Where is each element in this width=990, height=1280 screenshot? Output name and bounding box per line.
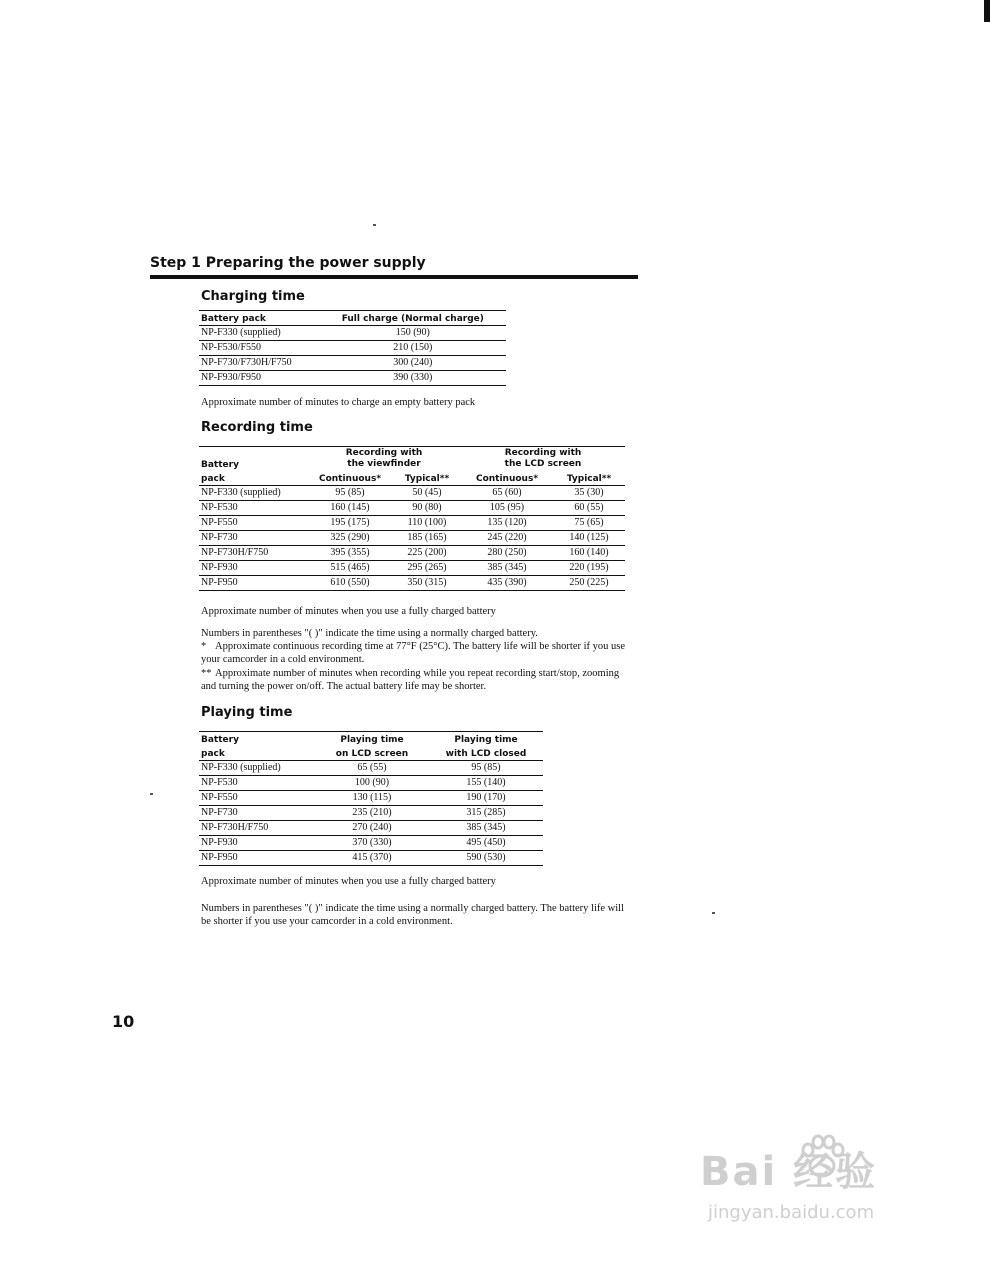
table-cell: 385 (345) bbox=[429, 821, 543, 836]
recording-title: Recording time bbox=[201, 420, 313, 435]
table-cell: NP-F730 bbox=[199, 531, 307, 546]
recording-table bbox=[199, 446, 625, 591]
footnote-mark: * bbox=[201, 641, 207, 652]
table-cell: 220 (195) bbox=[553, 561, 625, 576]
table-cell: 295 (265) bbox=[393, 561, 461, 576]
table-cell: NP-F530 bbox=[199, 776, 315, 791]
scan-speck bbox=[150, 793, 153, 795]
table-cell: 210 (150) bbox=[320, 341, 506, 356]
table-cell: 105 (95) bbox=[461, 501, 553, 516]
table-cell: 135 (120) bbox=[461, 516, 553, 531]
viewfinder-group-header: Recording with the viewfinder bbox=[307, 447, 461, 472]
col-lcd-closed-line2: with LCD closed bbox=[429, 746, 543, 761]
table-cell: 395 (355) bbox=[307, 546, 393, 561]
table-cell: 235 (210) bbox=[315, 806, 429, 821]
table-cell: 280 (250) bbox=[461, 546, 553, 561]
table-row bbox=[199, 531, 625, 546]
table-cell: 495 (450) bbox=[429, 836, 543, 851]
table-cell: 190 (170) bbox=[429, 791, 543, 806]
table-cell: 75 (65) bbox=[553, 516, 625, 531]
footnote-text: Approximate continuous recording time at 77°F (25°C). The battery life will be shorter if you use your camcorder in a cold environment. bbox=[201, 641, 626, 665]
charging-table bbox=[199, 310, 506, 386]
table-cell: NP-F330 (supplied) bbox=[199, 761, 315, 776]
table-cell: 160 (140) bbox=[553, 546, 625, 561]
table-cell: NP-F550 bbox=[199, 516, 307, 531]
footnote-text: Approximate number of minutes when recording while you repeat recording start/stop, zooming and turning the power on/off. The actual battery life may be shorter. bbox=[201, 668, 620, 692]
table-cell: NP-F930 bbox=[199, 836, 315, 851]
heading-rule bbox=[150, 275, 638, 279]
table-cell: 370 (330) bbox=[315, 836, 429, 851]
table-cell: 100 (90) bbox=[315, 776, 429, 791]
charging-note: Approximate number of minutes to charge an empty battery pack bbox=[201, 397, 476, 408]
table-cell: 95 (85) bbox=[429, 761, 543, 776]
table-cell: NP-F930 bbox=[199, 561, 307, 576]
table-row bbox=[199, 836, 543, 851]
table-row bbox=[199, 486, 625, 501]
table-row bbox=[199, 326, 506, 341]
table-cell: NP-F730/F730H/F750 bbox=[199, 356, 320, 371]
table-cell: 65 (55) bbox=[315, 761, 429, 776]
baidu-watermark bbox=[700, 1140, 940, 1250]
table-cell: NP-F550 bbox=[199, 791, 315, 806]
recording-footnote-1 bbox=[201, 640, 631, 666]
scan-speck bbox=[712, 912, 715, 914]
table-cell: 140 (125) bbox=[553, 531, 625, 546]
page-edge-mark bbox=[984, 0, 990, 22]
footnote-mark: ** bbox=[201, 668, 212, 679]
table-row bbox=[199, 341, 506, 356]
table-cell: 110 (100) bbox=[393, 516, 461, 531]
table-cell: 35 (30) bbox=[553, 486, 625, 501]
table-cell: 515 (465) bbox=[307, 561, 393, 576]
battery-label: Battery bbox=[199, 447, 307, 472]
table-cell: 270 (240) bbox=[315, 821, 429, 836]
lcd-group-header: Recording with the LCD screen bbox=[461, 447, 625, 472]
col-lcd-screen-line2: on LCD screen bbox=[315, 746, 429, 761]
table-cell: 590 (530) bbox=[429, 851, 543, 866]
table-cell: 155 (140) bbox=[429, 776, 543, 791]
table-cell: 185 (165) bbox=[393, 531, 461, 546]
battery-label: Battery bbox=[199, 732, 315, 747]
table-row bbox=[199, 516, 625, 531]
table-cell: 160 (145) bbox=[307, 501, 393, 516]
table-cell: NP-F930/F950 bbox=[199, 371, 320, 386]
pack-label: pack bbox=[199, 471, 307, 486]
charging-title: Charging time bbox=[201, 289, 305, 304]
table-cell: 50 (45) bbox=[393, 486, 461, 501]
watermark-brand: Bai 经验 bbox=[700, 1149, 878, 1195]
table-row bbox=[199, 561, 625, 576]
table-row bbox=[199, 371, 506, 386]
col-lcd-closed-line1: Playing time bbox=[429, 732, 543, 747]
table-cell: NP-F730 bbox=[199, 806, 315, 821]
table-cell: NP-F950 bbox=[199, 576, 307, 591]
table-row bbox=[199, 501, 625, 516]
table-cell: NP-F530/F550 bbox=[199, 341, 320, 356]
table-row bbox=[199, 761, 543, 776]
table-cell: 95 (85) bbox=[307, 486, 393, 501]
watermark-url: jingyan.baidu.com bbox=[708, 1202, 875, 1223]
playing-table bbox=[199, 731, 543, 866]
table-row bbox=[199, 791, 543, 806]
table-cell: NP-F950 bbox=[199, 851, 315, 866]
table-cell: 610 (550) bbox=[307, 576, 393, 591]
section-heading: Step 1 Preparing the power supply bbox=[150, 255, 426, 271]
col-typical-vf: Typical** bbox=[393, 471, 461, 486]
col-continuous-vf: Continuous* bbox=[307, 471, 393, 486]
table-cell: NP-F530 bbox=[199, 501, 307, 516]
col-continuous-lcd: Continuous* bbox=[461, 471, 553, 486]
table-cell: 435 (390) bbox=[461, 576, 553, 591]
table-row bbox=[199, 776, 543, 791]
table-row bbox=[199, 821, 543, 836]
col-typical-lcd: Typical** bbox=[553, 471, 625, 486]
table-cell: NP-F730H/F750 bbox=[199, 821, 315, 836]
table-cell: 60 (55) bbox=[553, 501, 625, 516]
table-cell: 195 (175) bbox=[307, 516, 393, 531]
table-cell: NP-F730H/F750 bbox=[199, 546, 307, 561]
recording-paren-note: Numbers in parentheses "( )" indicate the time using a normally charged battery. bbox=[201, 628, 538, 639]
table-cell: 250 (225) bbox=[553, 576, 625, 591]
table-cell: 350 (315) bbox=[393, 576, 461, 591]
table-cell: 130 (115) bbox=[315, 791, 429, 806]
table-row bbox=[199, 356, 506, 371]
charging-col-full: Full charge (Normal charge) bbox=[320, 311, 506, 326]
table-cell: 300 (240) bbox=[320, 356, 506, 371]
recording-footnote-2 bbox=[201, 667, 631, 693]
table-cell: 390 (330) bbox=[320, 371, 506, 386]
table-row bbox=[199, 576, 625, 591]
table-row bbox=[199, 851, 543, 866]
page-number: 10 bbox=[112, 1012, 135, 1031]
table-cell: 385 (345) bbox=[461, 561, 553, 576]
table-cell: NP-F330 (supplied) bbox=[199, 486, 307, 501]
table-row bbox=[199, 806, 543, 821]
charging-col-battery: Battery pack bbox=[199, 311, 320, 326]
table-cell: 90 (80) bbox=[393, 501, 461, 516]
table-cell: NP-F330 (supplied) bbox=[199, 326, 320, 341]
table-row bbox=[199, 546, 625, 561]
table-cell: 150 (90) bbox=[320, 326, 506, 341]
col-lcd-screen-line1: Playing time bbox=[315, 732, 429, 747]
table-cell: 245 (220) bbox=[461, 531, 553, 546]
playing-paren-note: Numbers in parentheses "( )" indicate the time using a normally charged battery. The battery life will be shorter if you use your camcorder in a cold environment. bbox=[201, 903, 624, 927]
table-cell: 315 (285) bbox=[429, 806, 543, 821]
table-cell: 225 (200) bbox=[393, 546, 461, 561]
playing-title: Playing time bbox=[201, 705, 293, 720]
table-cell: 415 (370) bbox=[315, 851, 429, 866]
scan-speck bbox=[373, 224, 376, 226]
table-cell: 65 (60) bbox=[461, 486, 553, 501]
table-cell: 325 (290) bbox=[307, 531, 393, 546]
playing-note: Approximate number of minutes when you use a fully charged battery bbox=[201, 876, 496, 887]
pack-label: pack bbox=[199, 746, 315, 761]
recording-note: Approximate number of minutes when you use a fully charged battery bbox=[201, 606, 496, 617]
